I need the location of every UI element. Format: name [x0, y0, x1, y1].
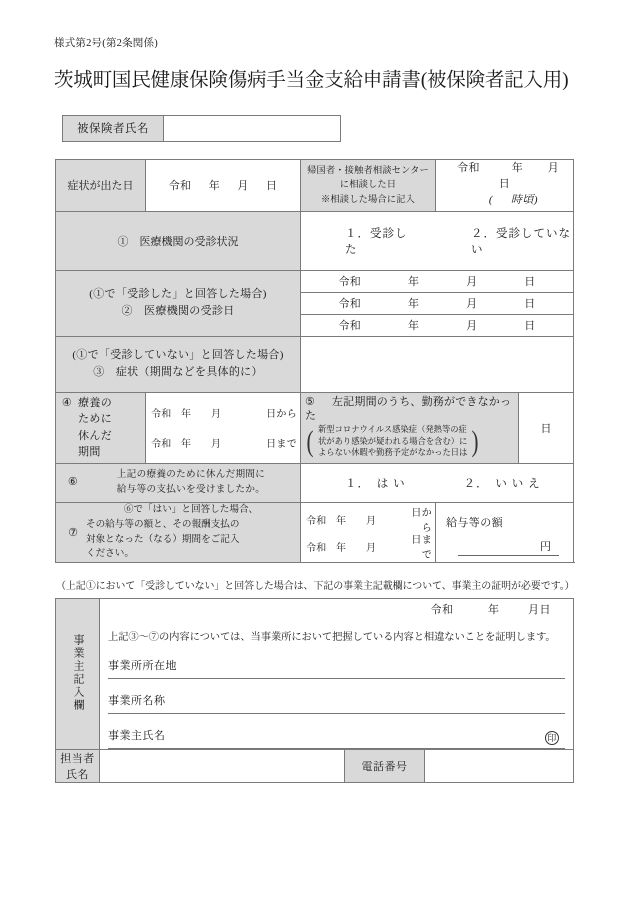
symptom-date-input[interactable]: [146, 159, 301, 211]
day-token: 日: [524, 320, 536, 333]
q2-date-input-1[interactable]: [301, 270, 574, 292]
q2-line-1: (①で「受診した」と回答した場合): [89, 288, 267, 301]
year-token: 年: [336, 515, 347, 527]
q1-options: [301, 211, 574, 270]
q2-line-2: ② 医療機関の受診日: [121, 305, 235, 318]
q5-days-input[interactable]: [519, 392, 574, 463]
q1-label: ① 医療機関の受診状況: [56, 211, 301, 270]
era-token: 令和: [306, 515, 327, 527]
form-number: 様式第2号(第2条関係): [54, 38, 158, 49]
consultation-center-text: [301, 162, 435, 209]
contact-name-input[interactable]: [100, 750, 345, 783]
bracket-right-icon: ): [471, 424, 479, 458]
q2-date-input-2[interactable]: [301, 292, 574, 314]
year-token: 年: [511, 161, 524, 174]
q7-line-1: ⑥で「はい」と回答した場合、: [123, 503, 259, 515]
month-token: 月: [466, 298, 478, 311]
era-token: 令和: [338, 276, 362, 289]
year-token: 年: [181, 409, 192, 421]
q7-period-inputs[interactable]: [301, 502, 436, 562]
q7-label: [56, 502, 301, 562]
employer-date[interactable]: [100, 599, 573, 617]
table-row-employer: [56, 599, 574, 750]
q4-period-inputs[interactable]: [146, 392, 301, 463]
q3-line-2: ③ 症状（期間などを具体的に）: [93, 366, 263, 379]
employer-body: [100, 599, 574, 750]
q7-date-from[interactable]: [301, 506, 435, 533]
month-token: 月: [366, 542, 377, 554]
q5-note: [305, 424, 514, 459]
year-token: 年: [181, 439, 192, 451]
q4-line-2: [56, 411, 145, 428]
q6-line-1: 上記の療養のために休んだ期間に: [116, 469, 266, 481]
day-token: 日: [524, 298, 536, 311]
year-token: 年: [488, 604, 500, 617]
q7-label-flex: [56, 503, 300, 562]
year-token: 年: [336, 542, 347, 554]
q4-date-to[interactable]: [146, 428, 300, 458]
era-token: 令和: [306, 542, 327, 554]
q4-text-3: 休んだ: [78, 429, 113, 442]
employer-vertical-label: [56, 599, 100, 750]
q6-option-2[interactable]: ２． い い え: [463, 477, 541, 490]
employer-statement: 上記③～⑦の内容については、当事業所において把握している内容と相違ないことを証明します。: [108, 632, 556, 644]
bracket-left-icon: (: [306, 424, 314, 458]
cc-line-1: 帰国者・接触者相談センター: [307, 165, 429, 176]
q4-line-3: [56, 428, 145, 445]
q7-line-2: その給与等の額と、その報酬支払の: [86, 518, 240, 530]
symptom-date-label: 症状が出た日: [56, 159, 146, 211]
employer-vertical-text: 事業主記入欄: [72, 633, 84, 712]
time-open-paren: (: [488, 193, 494, 206]
main-form-table: [55, 159, 574, 563]
page-title: 茨城町国民健康保険傷病手当金支給申請書(被保険者記入用): [54, 69, 569, 91]
q7-line-3: 対象となった（なる）期間をご記入: [86, 533, 240, 545]
era-token: 令和: [338, 320, 362, 333]
date-tokens: [301, 315, 573, 336]
table-row-contact: [56, 750, 574, 783]
cc-line-3: ※相談した場合に記入: [321, 194, 415, 205]
era-token: 令和: [457, 161, 480, 174]
month-token: 月: [237, 180, 249, 193]
q6-option-1[interactable]: １． は い: [345, 477, 406, 490]
era-token: 令和: [338, 298, 362, 311]
q7-line-4: ください。: [86, 548, 134, 560]
q5-days-unit: 日: [540, 422, 552, 435]
consultation-date-input[interactable]: [436, 159, 574, 211]
era-token: 令和: [151, 439, 172, 451]
employer-owner-field[interactable]: [108, 727, 565, 749]
q5-head-text: 左記期間のうち、勤務ができなかっ: [332, 396, 512, 409]
q6-label-lines: [86, 468, 296, 497]
pay-unit: 円: [540, 540, 551, 553]
consultation-center-label: [301, 159, 436, 211]
consultation-date-tokens: [436, 160, 573, 211]
q5-note-line-1: 新型コロナウイルス感染症（発熱等の症: [318, 424, 467, 434]
q4-date-from[interactable]: [146, 398, 300, 428]
day-token: 日: [539, 604, 552, 617]
employer-owner-label: 事業主氏名: [108, 730, 166, 743]
month-token: 月: [211, 439, 222, 451]
q4-text-4: 期間: [78, 446, 101, 459]
q7-date-to[interactable]: [301, 533, 435, 560]
year-token: 年: [208, 180, 221, 193]
q6-label-text: [56, 468, 300, 497]
table-row-symptom-date: [56, 159, 574, 211]
q4-label-text: [56, 393, 145, 463]
date-tokens: [146, 177, 300, 193]
employer-name-field[interactable]: 事業所名称: [108, 692, 565, 714]
q6-label: [56, 463, 301, 502]
table-row-q2-1: [56, 270, 574, 292]
q5-note-text: [315, 424, 470, 459]
q3-label-text: [56, 347, 300, 381]
table-row: [63, 115, 341, 141]
insured-name-table: [62, 115, 341, 142]
month-token: 月: [466, 276, 478, 289]
q2-label: [56, 270, 301, 336]
table-row-q1: [56, 211, 574, 270]
day-token: 日: [524, 276, 536, 289]
table-row-q6: [56, 463, 574, 502]
q1-option-1[interactable]: １．受診した: [345, 227, 408, 256]
month-token: 月: [211, 409, 222, 421]
seal-icon: [545, 731, 559, 745]
q5-head-line: [305, 395, 514, 409]
q1-option-2[interactable]: ２．受診していない: [471, 227, 571, 256]
q3-label: [56, 336, 301, 392]
month-token: 月: [466, 320, 478, 333]
insured-name-input[interactable]: [164, 115, 341, 141]
pay-title: 給与等の額: [446, 516, 503, 529]
month-token: 月: [528, 604, 540, 617]
q1-option-group: [301, 225, 573, 257]
year-token: 年: [407, 298, 420, 311]
q5-label: [301, 392, 519, 463]
q5-note-line-3: よらない休暇や勤務予定がなかった日は: [318, 448, 468, 458]
to-token: 日まで: [266, 439, 297, 451]
era-token: 令和: [168, 180, 192, 193]
q4-period-stack: [146, 398, 300, 458]
month-token: 月: [547, 161, 560, 174]
q7-period-stack: [301, 506, 435, 560]
q5-label-text: [301, 394, 518, 461]
q4-label: [56, 392, 146, 463]
q6-option-group: [301, 475, 573, 491]
q2-date-input-3[interactable]: [301, 314, 574, 336]
q3-textarea[interactable]: [301, 336, 574, 392]
q6-options: [301, 463, 574, 502]
day-token: 日: [498, 177, 511, 190]
insured-name-label: 被保険者氏名: [63, 115, 164, 141]
to-token: 日まで: [411, 535, 432, 561]
date-tokens: [301, 271, 573, 292]
day-token: 日: [265, 180, 278, 193]
q6-line-2: 給与等の支払いを受けましたか。: [116, 483, 266, 495]
era-token: 令和: [430, 604, 454, 617]
cc-line-2: に相談した日: [339, 180, 397, 191]
pay-amount-rule: [458, 555, 559, 556]
phone-label: 電話番号: [345, 750, 425, 783]
employer-table: [55, 598, 574, 783]
seal-glyph: 印: [547, 732, 557, 743]
pay-block: [436, 510, 573, 556]
employer-note: （上記①において「受診していない」と回答した場合は、下記の事業主記載欄について、事業主の証明が必要です。）: [56, 581, 575, 593]
q7-pay-amount[interactable]: [436, 502, 574, 562]
q5-note-line-2: 状があり感染が疑われる場合を含む）に: [318, 436, 468, 446]
year-token: 年: [407, 320, 420, 333]
q4-text-2: ために: [78, 413, 113, 426]
q5-head-tail: た: [305, 409, 316, 422]
era-token: 令和: [151, 409, 172, 421]
q7-label-lines: [86, 503, 296, 562]
q4-line-1: [56, 395, 145, 412]
year-token: 年: [407, 276, 420, 289]
from-token: 日から: [411, 508, 432, 534]
q4-number: ④: [61, 396, 73, 409]
from-token: 日から: [266, 409, 297, 421]
q2-label-text: [56, 286, 300, 320]
employer-address-field[interactable]: 事業所所在地: [108, 657, 565, 679]
date-tokens: [301, 293, 573, 314]
q3-line-1: (①で「受診していない」と回答した場合): [72, 349, 284, 362]
cc-date-line-1: [436, 161, 573, 177]
q6-number: ⑥: [67, 476, 79, 489]
table-row-q7: [56, 502, 574, 562]
table-row-q3: [56, 336, 574, 392]
q4-text-1: 療養の: [78, 396, 113, 409]
q7-number: ⑦: [68, 527, 78, 539]
q5-number: ⑤: [305, 396, 316, 409]
time-close-token: 時頃): [510, 193, 539, 206]
q6-label-flex: [60, 468, 296, 497]
q4-line-4: [56, 444, 145, 461]
month-token: 月: [366, 515, 377, 527]
phone-input[interactable]: [425, 750, 574, 783]
cc-time-tokens: [436, 193, 573, 209]
table-row-q4-q5: [56, 392, 574, 463]
contact-name-label: 担当者氏名: [56, 750, 100, 783]
